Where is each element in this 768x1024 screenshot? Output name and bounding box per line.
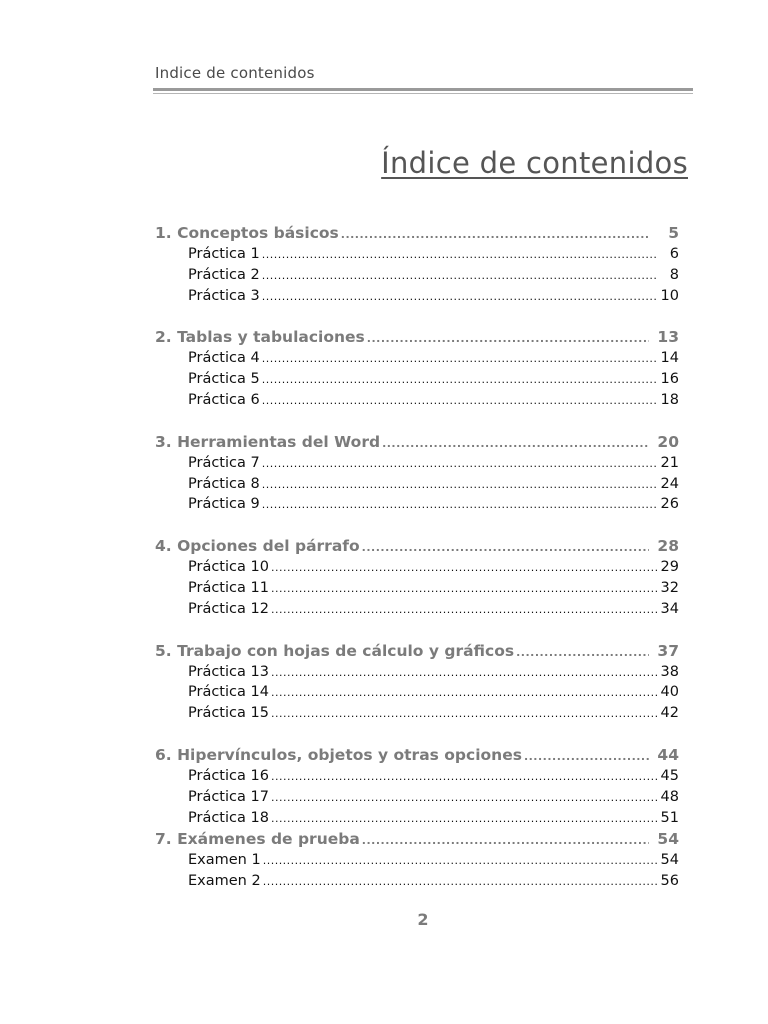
toc-entry-page: 38 [660,663,679,680]
toc-entry[interactable] [155,664,679,685]
toc-entry-label: Práctica 4 [188,350,260,367]
toc-entry-page: 10 [660,287,679,304]
toc-chapter-label: 6. Hipervínculos, objetos y otras opciones [155,745,522,764]
toc-entry[interactable] [155,810,679,831]
toc-entry-label: Práctica 16 [188,767,269,784]
toc-section-5 [155,642,679,726]
toc-leader-dots [262,457,657,470]
toc-entry-page: 18 [660,391,679,408]
toc-leader-dots [263,854,657,867]
toc-entry-page: 24 [660,475,679,492]
toc-entry-page: 8 [669,266,679,283]
toc-entry[interactable] [155,288,679,309]
toc-leader-dots [271,791,657,804]
toc-section-1 [155,224,679,308]
toc-chapter[interactable] [155,433,679,455]
toc-entry[interactable] [155,246,679,267]
toc-leader-dots [262,352,657,365]
toc-chapter-page: 54 [657,830,679,849]
toc-entry[interactable] [155,559,679,580]
toc-entry-page: 16 [660,371,679,388]
toc-entry-label: Práctica 7 [188,454,260,471]
toc-entry-label: Práctica 17 [188,788,269,805]
toc-chapter[interactable] [155,642,679,664]
toc-leader-dots [271,770,657,783]
toc-leader-dots [263,875,657,888]
toc-leader-dots [516,646,649,659]
toc-leader-dots [362,834,649,847]
toc-chapter-page: 44 [657,745,679,764]
toc-chapter-page: 5 [668,224,679,242]
toc-leader-dots [262,373,657,386]
toc-leader-dots [367,332,649,345]
toc-entry[interactable] [155,496,679,517]
toc-chapter[interactable] [155,224,679,246]
toc-leader-dots [262,394,657,407]
toc-entry[interactable] [155,601,679,622]
toc-entry-label: Práctica 18 [188,809,269,826]
toc-chapter-label: 1. Conceptos básicos [155,224,339,242]
toc-entry[interactable] [155,392,679,413]
toc-entry[interactable] [155,684,679,705]
page-title: Índice de contenidos [381,146,688,180]
toc-chapter[interactable] [155,537,679,559]
toc-entry-page: 21 [660,454,679,471]
toc-leader-dots [271,603,657,616]
toc-entry-page: 32 [660,579,679,596]
toc-chapter-page: 13 [657,328,679,347]
toc-chapter-label: 3. Herramientas del Word [155,432,381,451]
toc-entry-page: 34 [660,600,679,617]
toc-entry-label: Práctica 10 [188,559,269,576]
table-of-contents [155,224,679,894]
toc-entry-page: 45 [660,767,679,784]
toc-section-6 [155,746,679,830]
toc-leader-dots [271,582,657,595]
toc-chapter-label: 5. Trabajo con hojas de cálculo y gráficos [155,641,515,660]
toc-entry-label: Práctica 13 [188,663,269,680]
toc-entry[interactable] [155,267,679,288]
toc-leader-dots [271,666,657,679]
toc-entry-label: Práctica 9 [188,496,260,513]
page-number: 2 [417,910,429,929]
toc-entry-page: 26 [660,496,679,513]
toc-entry-label: Práctica 14 [188,684,269,701]
toc-entry-label: Práctica 8 [188,475,260,492]
toc-entry[interactable] [155,789,679,810]
toc-leader-dots [262,248,657,261]
header-rule-thin [153,93,693,94]
toc-entry-page: 29 [660,559,679,576]
toc-entry-label: Práctica 5 [188,371,260,388]
toc-section-2 [155,328,679,412]
toc-entry[interactable] [155,580,679,601]
toc-entry-label: Práctica 1 [188,246,260,262]
toc-leader-dots [341,228,649,241]
toc-chapter[interactable] [155,830,679,852]
toc-entry-page: 56 [660,873,679,890]
toc-entry[interactable] [155,852,679,873]
toc-leader-dots [262,290,657,303]
toc-leader-dots [262,478,657,491]
running-header-title: Indice de contenidos [155,64,315,82]
toc-leader-dots [362,541,649,554]
toc-leader-dots [262,269,657,282]
toc-entry-label: Examen 2 [188,873,261,890]
header-rule-thick [153,88,693,91]
toc-entry-page: 51 [660,809,679,826]
toc-chapter-page: 37 [657,641,679,660]
toc-entry-label: Práctica 3 [188,287,260,304]
toc-chapter-page: 20 [657,432,679,451]
toc-leader-dots [271,707,657,720]
toc-entry-label: Examen 1 [188,852,261,869]
toc-entry[interactable] [155,705,679,726]
toc-leader-dots [271,561,657,574]
toc-leader-dots [382,437,649,450]
toc-entry-label: Práctica 6 [188,391,260,408]
toc-chapter-label: 7. Exámenes de prueba [155,830,360,849]
toc-entry-label: Práctica 11 [188,579,269,596]
toc-entry[interactable] [155,455,679,476]
toc-chapter-label: 2. Tablas y tabulaciones [155,328,365,347]
toc-entry-page: 6 [669,246,679,262]
toc-leader-dots [271,686,657,699]
toc-entry-label: Práctica 15 [188,705,269,722]
toc-chapter-label: 4. Opciones del párrafo [155,537,360,556]
toc-entry-page: 14 [660,350,679,367]
toc-entry[interactable] [155,371,679,392]
toc-entry-page: 48 [660,788,679,805]
toc-entry-label: Práctica 2 [188,266,260,283]
toc-entry[interactable] [155,768,679,789]
toc-entry[interactable] [155,476,679,497]
toc-chapter-page: 28 [657,537,679,556]
toc-section-7 [155,830,679,894]
toc-leader-dots [524,750,649,763]
toc-entry-page: 54 [660,852,679,869]
toc-entry[interactable] [155,350,679,371]
toc-chapter[interactable] [155,328,679,350]
toc-entry-page: 42 [660,705,679,722]
toc-entry[interactable] [155,873,679,894]
toc-leader-dots [271,812,657,825]
toc-entry-page: 40 [660,684,679,701]
toc-chapter[interactable] [155,746,679,768]
toc-section-4 [155,537,679,621]
toc-section-3 [155,433,679,517]
toc-entry-label: Práctica 12 [188,600,269,617]
toc-leader-dots [262,498,657,511]
